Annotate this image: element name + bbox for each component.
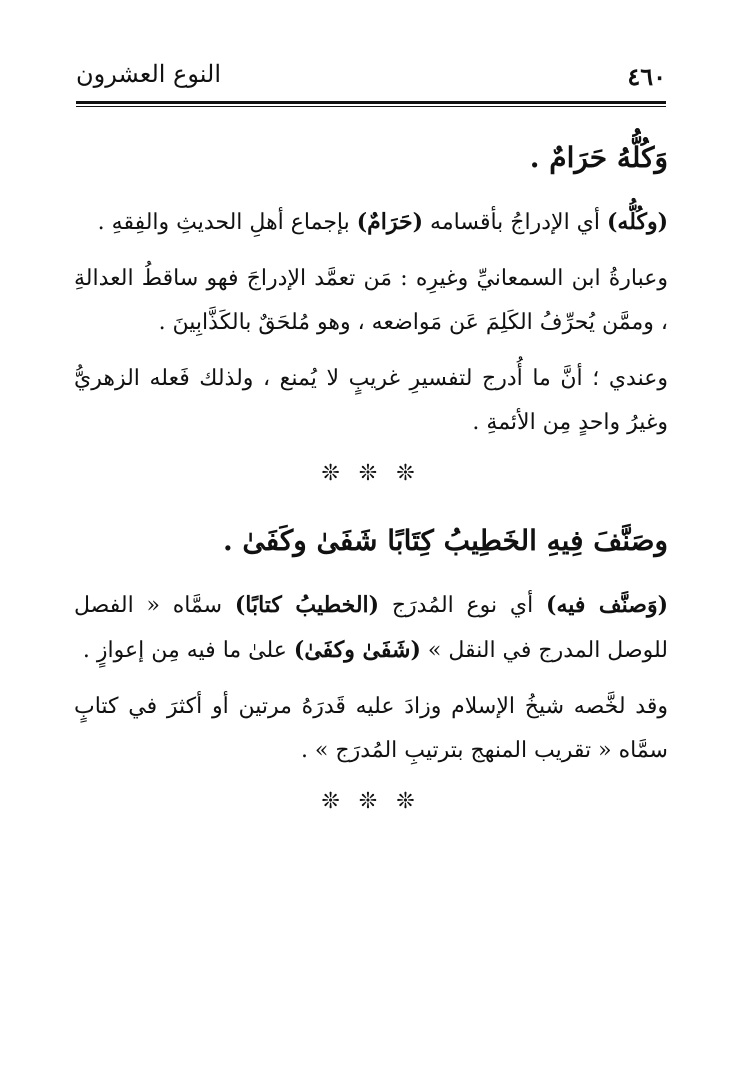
commentary-paragraph-4 bbox=[74, 583, 668, 673]
commentary-text: أي نوع المُدرَج bbox=[379, 593, 547, 618]
quoted-phrase: (حَرَامٌ) bbox=[356, 209, 424, 235]
quoted-phrase: (شَفَىٰ وكفَىٰ) bbox=[293, 637, 421, 663]
commentary-paragraph-2: وعبارةُ ابن السمعانيِّ وغيرِه : مَن تعمَّد الإدراجَ فهو ساقطُ العدالةِ ، وممَّن يُحرِّفُ الكَلِمَ عَن مَواضعه ، وهو مُلحَقٌ بالكَذَّابِينَ . bbox=[74, 266, 668, 335]
commentary-text: سمَّاه « الفصل للوصل المدرج في النقل » bbox=[74, 593, 668, 663]
section-divider-stars: ❊ ❊ ❊ bbox=[321, 461, 421, 486]
commentary-text: أي الإدراجُ بأقسامه bbox=[423, 210, 607, 235]
commentary-paragraph-3: وعندي ؛ أنَّ ما أُدرج لتفسيرِ غريبٍ لا يُمنع ، ولذلك فَعله الزهريُّ وغيرُ واحدٍ مِن الأئمةِ . bbox=[74, 366, 668, 435]
page-header bbox=[76, 58, 666, 102]
commentary-text: بإجماع أهلِ الحديثِ والفِقهِ . bbox=[97, 210, 357, 235]
matn-line-2: وصَنَّفَ فِيهِ الخَطِيبُ كِتَابًا شَفَىٰ وكَفَىٰ . bbox=[222, 524, 668, 557]
section-title: النوع العشرون bbox=[76, 60, 221, 88]
quoted-phrase: (الخطيبُ كتابًا) bbox=[234, 592, 380, 618]
page-number: ٤٦٠ bbox=[627, 62, 666, 91]
matn-line-1: وَكُلُّهُ حَرَامٌ . bbox=[529, 141, 668, 174]
section-divider-stars: ❊ ❊ ❊ bbox=[321, 789, 421, 814]
page-content bbox=[74, 128, 668, 845]
header-rule-thin bbox=[76, 106, 666, 107]
commentary-text: علىٰ ما فيه مِن إعوازٍ . bbox=[82, 638, 294, 663]
commentary-paragraph-1 bbox=[74, 200, 668, 245]
commentary-paragraph-5: وقد لخَّصه شيخُ الإسلام وزادَ عليه قَدرَهُ مرتين أو أكثرَ في كتابٍ سمَّاه « تقريب المنهج بترتيبِ المُدرَج » . bbox=[74, 694, 668, 763]
header-rule-thick bbox=[76, 101, 666, 104]
quoted-phrase: (وَصنَّف فيه) bbox=[546, 592, 668, 618]
quoted-phrase: (وكُلُّه) bbox=[607, 209, 668, 235]
